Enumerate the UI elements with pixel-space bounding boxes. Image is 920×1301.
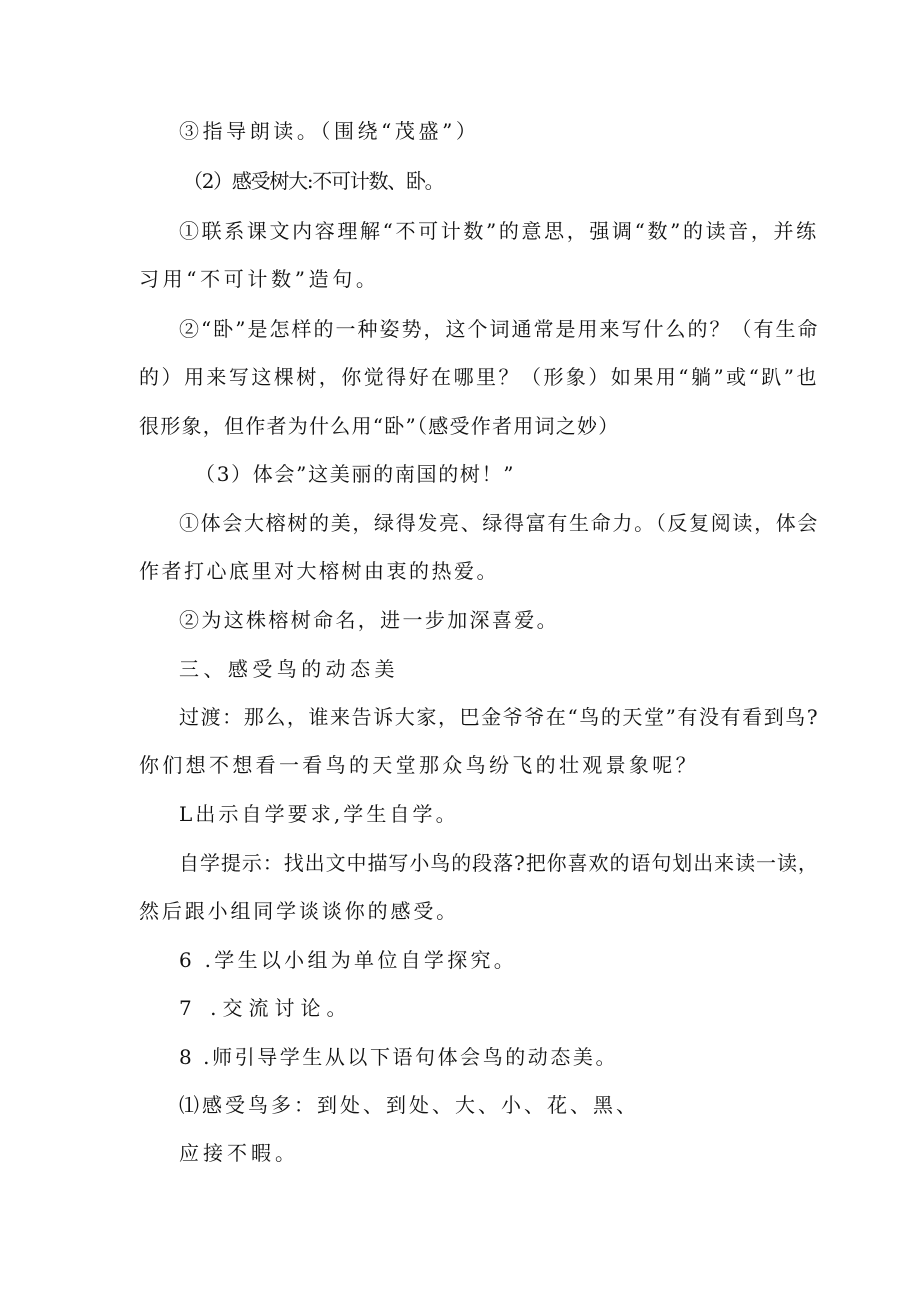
paragraph-line: 自学提示：找出文中描写小鸟的段落?把你喜欢的语句划出来读一读，	[179, 851, 819, 875]
paragraph-line: 的）用来写这棵树，你觉得好在哪里？（形象）如果用“躺”或“趴”也	[139, 365, 819, 389]
paragraph-line: ③指导朗读。（围绕“茂盛”）	[179, 119, 480, 143]
list-item: 7 .交流讨论。	[179, 996, 353, 1020]
paragraph-line: 然后跟小组同学谈谈你的感受。	[139, 899, 460, 923]
list-item: 6 .学生以小组为单位自学探究。	[179, 948, 518, 972]
paragraph-line: L出示自学要求,学生自学。	[179, 802, 459, 826]
paragraph-line: ②“卧”是怎样的一种姿势，这个词通常是用来写什么的？（有生命	[179, 317, 820, 341]
paragraph-line: 过渡：那么，谁来告诉大家，巴金爷爷在“鸟的天堂”有没有看到鸟?	[179, 705, 820, 729]
paragraph-line: 作者打心底里对大榕树由衷的热爱。	[139, 559, 499, 583]
paragraph-line: ⑴感受鸟多：到处、到处、大、小、花、黑、	[179, 1093, 639, 1117]
paragraph-line: （2）感受树大:不可计数、卧。	[183, 169, 444, 193]
list-item: 8 .师引导学生从以下语句体会鸟的动态美。	[179, 1045, 618, 1069]
section-heading: 三、感受鸟的动态美	[179, 657, 399, 681]
paragraph-line: （3）体会”这美丽的南国的树！”	[195, 462, 516, 486]
paragraph-line: 很形象，但作者为什么用“卧”（感受作者用词之妙）	[139, 414, 620, 438]
paragraph-line: 习用“不可计数”造句。	[139, 267, 380, 291]
paragraph-line: ②为这株榕树命名，进一步加深喜爱。	[179, 608, 559, 632]
paragraph-line: 你们想不想看一看鸟的天堂那众鸟纷飞的壮观景象呢？	[139, 753, 699, 777]
paragraph-line: ①联系课文内容理解“不可计数”的意思，强调“数”的读音，并练	[179, 219, 819, 243]
paragraph-line: 应接不暇。	[179, 1141, 299, 1165]
paragraph-line: ①体会大榕树的美，绿得发亮、绿得富有生命力。（反复阅读，体会	[179, 511, 820, 535]
